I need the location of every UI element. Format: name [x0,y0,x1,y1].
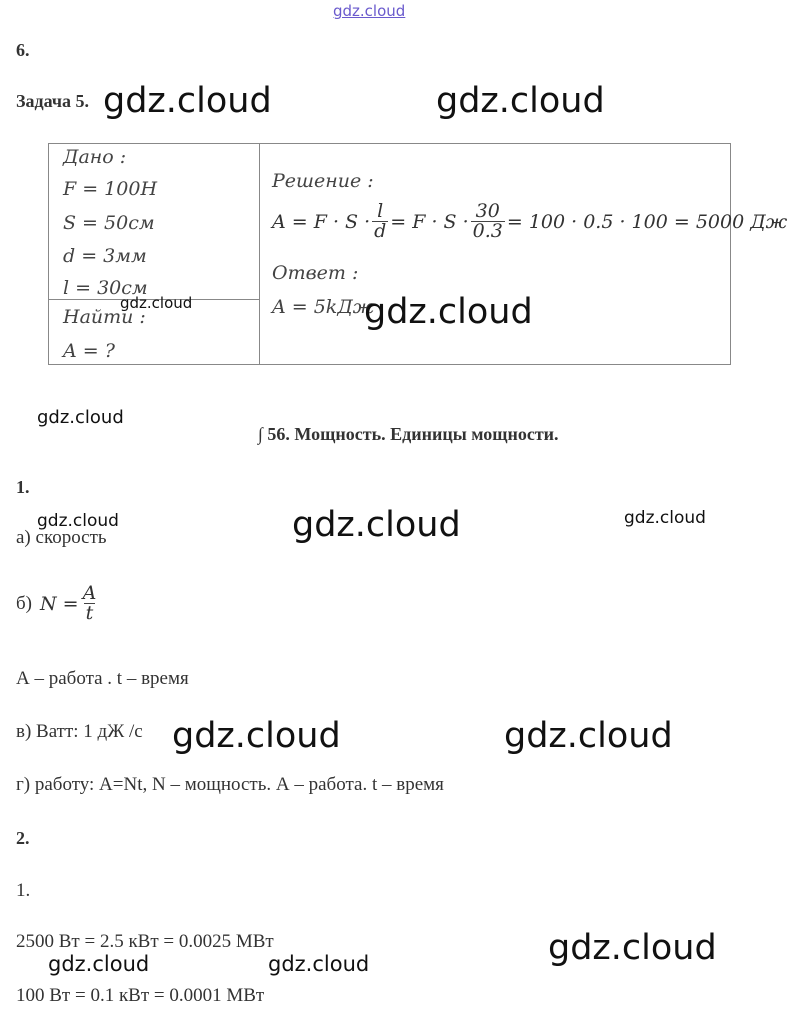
site-header-link[interactable]: gdz.cloud [333,2,406,20]
answer-1b-note: А – работа . t – время [16,668,189,689]
eq-fraction-values [471,202,505,241]
given-line-d: d = 3мм [63,245,147,267]
answer-1a: а) скорость [16,527,107,548]
eq-frac2-den: 0.3 [472,220,503,242]
watermark: gdz.cloud [37,407,124,428]
watermark: gdz.cloud [103,81,272,121]
given-line-force: F = 100Н [63,178,158,200]
eq-frac1-num: l [377,200,384,222]
eq-end: = 100 · 0.5 · 100 = 5000 Дж [506,210,787,233]
answer-1d: г) работу: A=Nt, N – мощность. А – работа. t – время [16,774,444,795]
watermark: gdz.cloud [548,928,717,968]
task-label: Задача 5. [16,91,90,111]
eq-start: A = F · S · [272,210,371,233]
given-line-distance: S = 50см [63,212,155,234]
solution-heading: Решение : [272,170,374,192]
question-1-number: 1. [16,477,30,497]
find-value: A = ? [63,340,115,362]
question-2-number: 2. [16,828,30,848]
power-formula-lhs: N = [40,592,79,615]
watermark: gdz.cloud [436,81,605,121]
watermark: gdz.cloud [172,716,341,756]
section-title: ∫ 56. Мощность. Единицы мощности. [258,424,559,444]
watermark: gdz.cloud [120,294,193,312]
watermark: gdz.cloud [268,952,370,976]
answer-heading: Ответ : [272,262,359,284]
conversion-line-1: 2500 Вт = 2.5 кВт = 0.0025 МВт [16,931,274,952]
power-formula-fraction [81,584,99,623]
eq-mid: = F · S · [390,210,469,233]
answer-1b-prefix: б) [16,592,32,614]
answer-value: A = 5kДж [272,296,375,318]
watermark: gdz.cloud [48,952,150,976]
problem-number: 6. [16,40,30,60]
answer-1c: в) Ватт: 1 дЖ /с [16,721,143,742]
watermark: gdz.cloud [624,508,706,528]
eq-frac1-den: d [374,220,387,242]
question-2-sub: 1. [16,880,31,901]
find-heading: Найти : [63,306,146,328]
watermark: gdz.cloud [364,292,533,332]
watermark: gdz.cloud [292,505,461,545]
eq-frac2-num: 30 [475,200,500,222]
watermark: gdz.cloud [504,716,673,756]
given-line-l: l = 30см [63,277,148,299]
answer-1b [16,584,100,623]
given-heading: Дано : [63,146,127,168]
watermark: gdz.cloud [37,511,119,531]
solution-equation [272,202,787,241]
conversion-line-2: 100 Вт = 0.1 кВт = 0.0001 МВт [16,985,265,1006]
given-cell [49,144,260,300]
power-formula-num: A [82,582,97,604]
power-formula-den: t [85,602,94,624]
eq-fraction-l-d [372,202,388,241]
